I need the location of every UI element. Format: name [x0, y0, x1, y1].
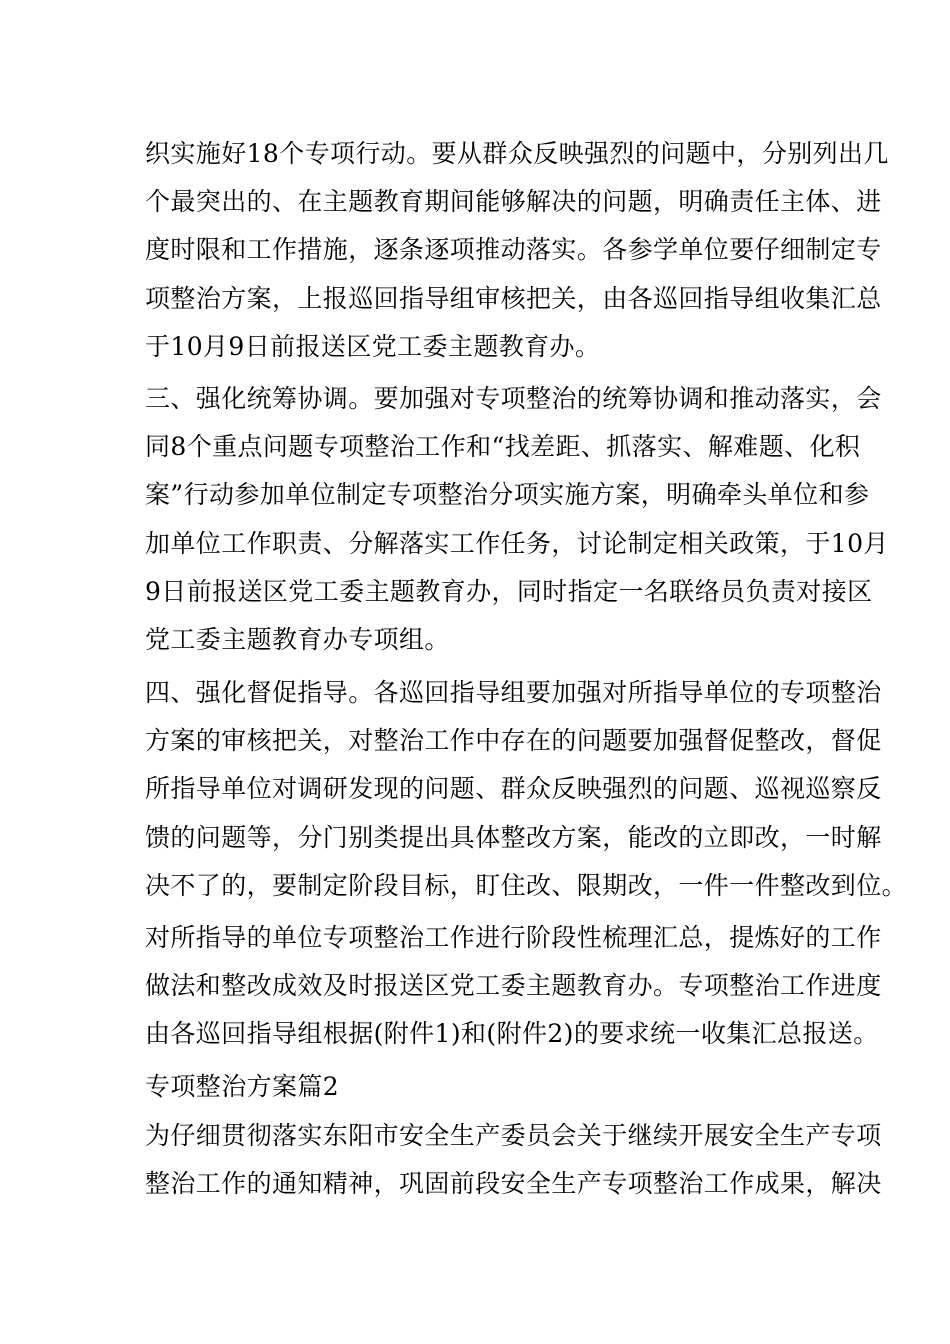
text-line: 于10月9日前报送区党工委主题教育办。 [145, 332, 601, 361]
text-line: 度时限和工作措施，逐条逐项推动落实。各参学单位要仔细制定专 [145, 235, 882, 264]
section-heading-4: 四、强化督促指导。各巡回指导组要加强对所指导单位的专项整治 [145, 678, 882, 707]
article-title: 专项整治方案篇2 [145, 1072, 340, 1101]
text-line: 织实施好18个专项行动。要从群众反映强烈的问题中，分别列出几 [145, 139, 889, 168]
text-line: 为仔细贯彻落实东阳市安全生产委员会关于继续开展安全生产专项 [145, 1121, 882, 1150]
text-line: 9日前报送区党工委主题教育办，同时指定一名联络员负责对接区 [145, 577, 873, 606]
text-line: 项整治方案，上报巡回指导组审核把关，由各巡回指导组收集汇总 [145, 284, 882, 313]
text-line: 同8个重点问题专项整治工作和“找差距、抓落实、解难题、化积 [145, 432, 861, 461]
text-line: 案”行动参加单位制定专项整治分项实施方案，明确牵头单位和参 [145, 480, 870, 509]
text-line: 党工委主题教育办专项组。 [145, 625, 450, 654]
text-line: 加单位工作职责、分解落实工作任务，讨论制定相关政策，于10月 [145, 529, 889, 558]
text-line: 决不了的，要制定阶段目标，盯住改、限期改，一件一件整改到位。 [145, 871, 908, 900]
text-line: 方案的审核把关，对整治工作中存在的问题要加强督促整改，督促 [145, 726, 882, 755]
section-heading-3: 三、强化统筹协调。要加强对专项整治的统筹协调和推动落实，会 [145, 384, 882, 413]
text-line: 由各巡回指导组根据(附件1)和(附件2)的要求统一收集汇总报送。 [145, 1019, 879, 1048]
text-line: 所指导单位对调研发现的问题、群众反映强烈的问题、巡视巡察反 [145, 774, 882, 803]
text-line: 对所指导的单位专项整治工作进行阶段性梳理汇总，提炼好的工作 [145, 923, 882, 952]
text-line: 馈的问题等，分门别类提出具体整改方案，能改的立即改，一时解 [145, 823, 882, 852]
text-line: 整治工作的通知精神，巩固前段安全生产专项整治工作成果，解决 [145, 1169, 882, 1198]
text-line: 做法和整改成效及时报送区党工委主题教育办。专项整治工作进度 [145, 971, 882, 1000]
text-line: 个最突出的、在主题教育期间能够解决的问题，明确责任主体、进 [145, 187, 882, 216]
